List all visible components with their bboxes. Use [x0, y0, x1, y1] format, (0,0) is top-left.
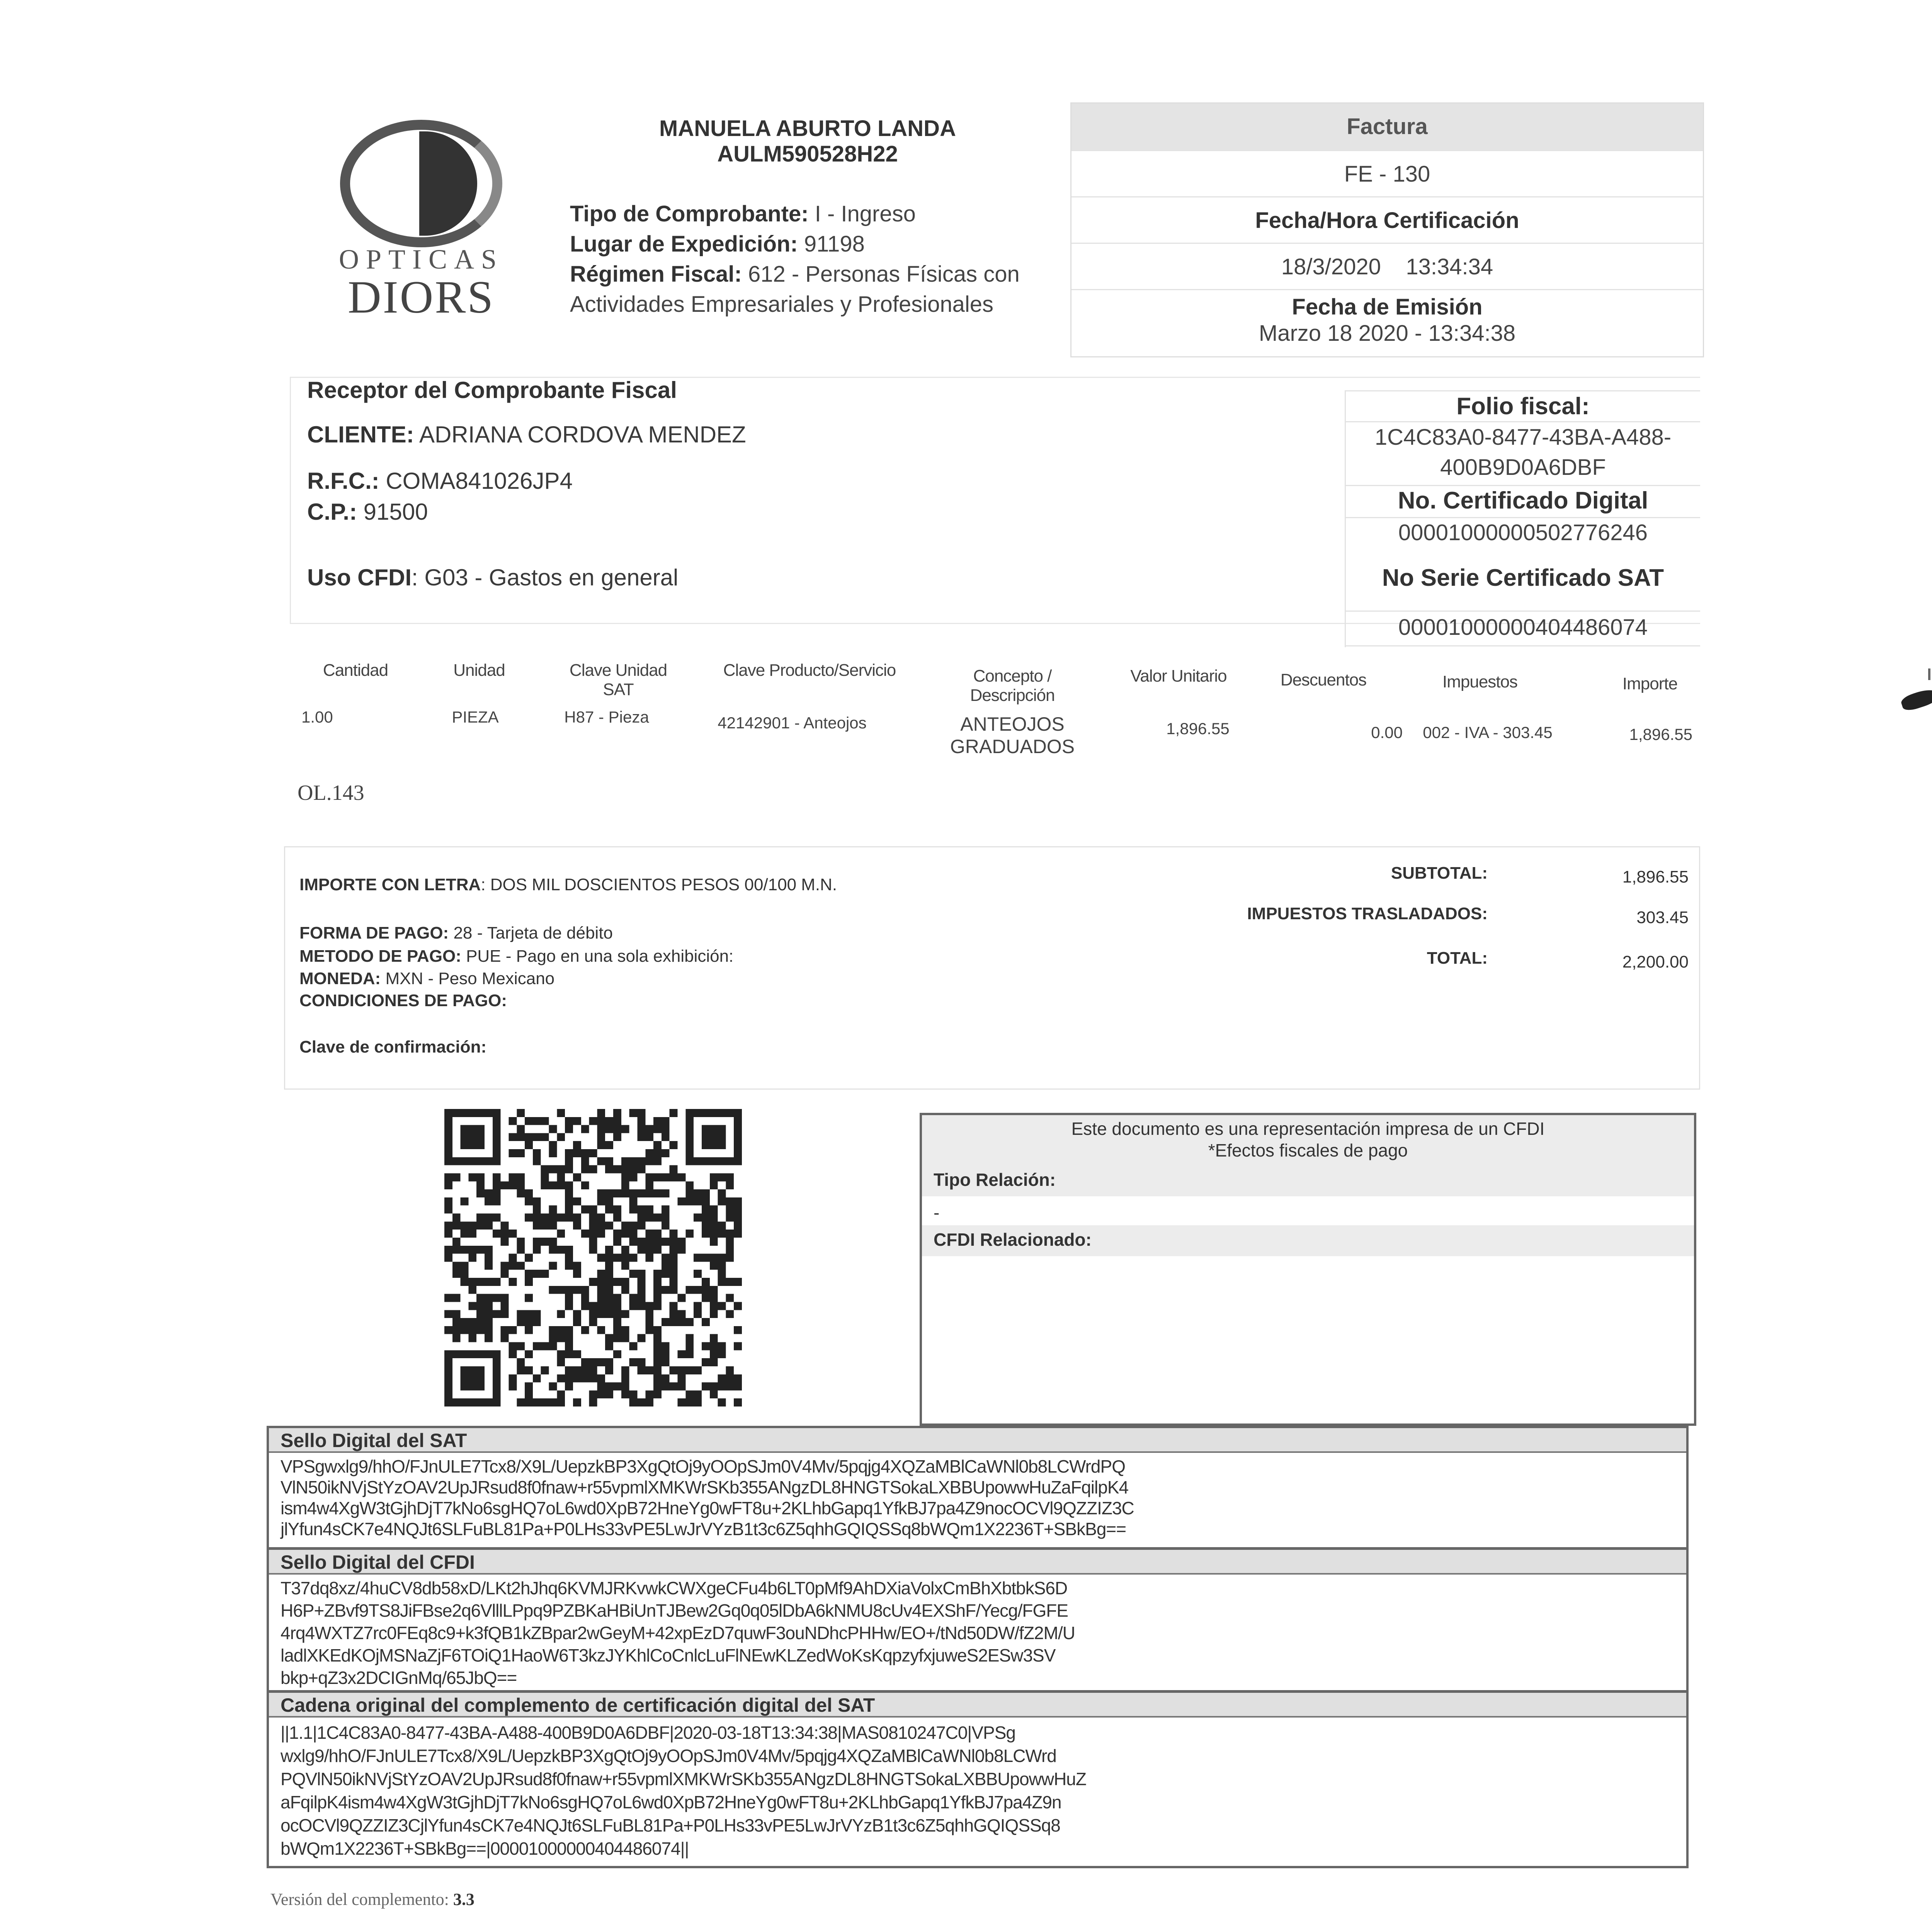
relacion-box — [920, 1113, 1696, 1426]
company-logo — [328, 116, 514, 323]
factura-title: Factura — [1071, 104, 1703, 150]
cert-date: 18/3/2020 — [1281, 254, 1381, 279]
cadena-line-2: wxlg9/hhO/FJnULE7Tcx8/X9L/UepzkBP3XgQtOj9yOOpSJm0V4Mv/5pqjg4XQZaMBlCaWNl0b8LCWrd — [281, 1746, 1056, 1766]
version-complemento — [270, 1889, 474, 1909]
sello-sat-line-2: VlN50ikNVjStYzOAV2UpJRsud8f0fnaw+r55vpmlXMKWrSKb355ANgzDL8HNGTSokaLXBBUpowwHuZaFqilpK4 — [281, 1477, 1129, 1497]
td-clave-producto: 42142901 - Anteojos — [718, 714, 867, 732]
cadena-line-6: bWQm1X2236T+SBkBg==|00001000000404486074|| — [281, 1838, 689, 1859]
cadena-line-4: aFqilpK4ism4w4XgW3tGjhDjT7kNo6sgHQ7oL6wd0XpB72HneYg0wFT8u+2KLhbGapq1YfkBJ7pa4Z9n — [281, 1792, 1061, 1812]
qr-code-icon — [444, 1109, 742, 1406]
moneda-label: MONEDA: — [299, 969, 381, 988]
emisor-block — [576, 116, 1039, 167]
moneda — [299, 969, 554, 988]
importe-letra — [299, 875, 837, 895]
uso-cfdi-label: Uso CFDI — [307, 565, 412, 590]
total-label — [1333, 949, 1488, 968]
cert-time: 13:34:34 — [1406, 254, 1493, 279]
th-importe: Importe — [1622, 674, 1678, 693]
cadena-line-1: ||1.1|1C4C83A0-8477-43BA-A488-400B9D0A6DBF|2020-03-18T13:34:38|MAS0810247C0|VPSg — [281, 1723, 1015, 1743]
regimen-fiscal — [570, 261, 1020, 287]
folio-value-2: 400B9D0A6DBF — [1440, 455, 1606, 480]
uso-cfdi-value: : G03 - Gastos en general — [412, 565, 679, 590]
importe-letra-value: : DOS MIL DOSCIENTOS PESOS 00/100 M.N. — [481, 875, 837, 894]
receptor-rfc-label: R.F.C.: — [307, 468, 379, 494]
version-label: Versión del complemento: — [270, 1890, 449, 1909]
total-value: 2,200.00 — [1622, 952, 1689, 971]
emision-value: Marzo 18 2020 - 13:34:38 — [1259, 321, 1516, 346]
td-clave-unidad: H87 - Pieza — [564, 708, 649, 726]
td-valor-unitario: 1,896.55 — [1166, 719, 1230, 738]
th-concepto — [935, 667, 1090, 705]
metodo-pago — [299, 947, 733, 966]
regimen-value: 612 - Personas Físicas con — [748, 262, 1020, 287]
sello-cfdi-line-5: bkp+qZ3x2DCIGnMq/65JbQ== — [281, 1668, 517, 1688]
emisor-rfc: AULM590528H22 — [717, 141, 898, 167]
th-clave-unidad — [541, 661, 696, 699]
tipo-relacion-value: - — [934, 1202, 940, 1223]
th-cantidad: Cantidad — [323, 661, 388, 680]
th-clave-unidad-2: SAT — [603, 680, 634, 699]
th-concepto-1: Concepto / — [973, 667, 1052, 685]
th-concepto-2: Descripción — [970, 686, 1055, 705]
impuestos-value: 303.45 — [1636, 908, 1689, 927]
subtotal-value: 1,896.55 — [1622, 867, 1689, 886]
td-impuestos: 002 - IVA - 303.45 — [1423, 723, 1553, 742]
sello-cfdi-block — [267, 1548, 1689, 1692]
moneda-value: MXN - Peso Mexicano — [385, 969, 555, 988]
impuestos-label — [1179, 904, 1488, 923]
forma-pago — [299, 923, 613, 943]
receptor-title — [307, 377, 677, 403]
clave-confirmacion — [299, 1037, 486, 1057]
condiciones-pago — [299, 991, 507, 1010]
scan-smudge — [1900, 686, 1932, 713]
version-value: 3.3 — [453, 1890, 474, 1909]
condiciones-label: CONDICIONES DE PAGO: — [299, 991, 507, 1010]
subtotal-label — [1333, 864, 1488, 883]
td-concepto-2: GRADUADOS — [950, 736, 1075, 757]
receptor-cp-value: 91500 — [363, 499, 428, 525]
lugar-value: 91198 — [804, 231, 865, 257]
cert-label: Fecha/Hora Certificación — [1071, 196, 1703, 243]
sello-sat-block — [267, 1426, 1689, 1549]
total-label-text: TOTAL: — [1427, 949, 1488, 968]
emision-label: Fecha de Emisión — [1292, 294, 1483, 320]
tipo-label: Tipo de Comprobante: — [570, 201, 809, 226]
cert-digital-label: No. Certificado Digital — [1398, 487, 1648, 514]
cadena-title: Cadena original del complemento de certificación digital del SAT — [269, 1693, 1686, 1718]
relacion-line-1: Este documento es una representación impresa de un CFDI — [1071, 1119, 1545, 1139]
receptor-rfc-value: COMA841026JP4 — [386, 468, 573, 494]
sello-sat-line-1: VPSgwxlg9/hhO/FJnULE7Tcx8/X9L/UepzkBP3XgQtOj9yOOpSJm0V4Mv/5pqjg4XQZaMBlCaWNl0b8LCWrdPQ — [281, 1456, 1125, 1476]
td-unidad: PIEZA — [452, 708, 499, 726]
lugar-label: Lugar de Expedición: — [570, 231, 798, 257]
logo-line1: OPTICAS — [338, 244, 504, 275]
folio-label: Folio fiscal: — [1456, 393, 1590, 420]
serie-sat-label: No Serie Certificado SAT — [1382, 565, 1664, 591]
emision-block — [1071, 289, 1703, 359]
sello-cfdi-line-1: T37dq8xz/4huCV8db58xD/LKt2hJhq6KVMJRKvwkCWXgeCFu4b6LT0pMf9AhDXiaVolxCmBhXbtbkS6D — [281, 1578, 1068, 1598]
factura-box — [1070, 102, 1704, 357]
sello-sat-line-3: ism4w4XgW3tGjhDjT7kNo6sgHQ7oL6wd0XpB72HneYg0wFT8u+2KLhbGapq1YfkBJ7pa4Z9nocOCVl9QZZIZ3C — [281, 1498, 1134, 1518]
regimen-label: Régimen Fiscal: — [570, 262, 742, 287]
logo-line2: DIORS — [347, 271, 495, 323]
relacion-line-2: *Efectos fiscales de pago — [1208, 1140, 1408, 1160]
cert-digital-value: 00001000000502776246 — [1398, 520, 1648, 545]
regimen-value-2: Actividades Empresariales y Profesionales — [570, 292, 994, 317]
sello-cfdi-line-2: H6P+ZBvf9TS8JiFBse2q6VlllLPpq9PZBKaHBiUnTJBew2Gq0q05lDbA6kNMU8cUv4EXShF/Yecg/FGFE — [281, 1600, 1068, 1621]
th-valor-unitario: Valor Unitario — [1130, 667, 1227, 685]
metodo-pago-value: PUE - Pago en una sola exhibición: — [466, 947, 734, 966]
receptor-rfc — [307, 468, 573, 494]
cadena-line-3: PQVlN50ikNVjStYzOAV2UpJRsud8f0fnaw+r55vpmlXMKWrSKb355ANgzDL8HNGTSokaLXBBUpowwHuZ — [281, 1769, 1086, 1789]
receptor-title-text: Receptor del Comprobante Fiscal — [307, 377, 677, 403]
impuestos-label-text: IMPUESTOS TRASLADADOS: — [1247, 904, 1488, 923]
cliente-label: CLIENTE: — [307, 422, 414, 447]
folio-fiscal-box — [1345, 390, 1700, 647]
scan-mark — [1928, 668, 1930, 680]
td-importe: 1,896.55 — [1629, 725, 1692, 743]
tipo-value: I - Ingreso — [815, 201, 916, 226]
cadena-line-5: ocOCVl9QZZIZ3CjlYfun4sCK7e4NQJt6SLFuBL81Pa+P0LHs33vPE5LwJrVYzB1t3c6Z5qhhGQIQSSq8 — [281, 1815, 1060, 1835]
folio-value-1: 1C4C83A0-8477-43BA-A488- — [1374, 425, 1672, 450]
cadena-original-block — [267, 1690, 1689, 1868]
receptor-cp-label: C.P.: — [307, 499, 357, 525]
forma-pago-label: FORMA DE PAGO: — [299, 923, 449, 942]
td-cantidad: 1.00 — [301, 708, 333, 726]
uso-cfdi — [307, 564, 678, 591]
td-concepto — [935, 713, 1090, 758]
th-clave-producto: Clave Producto/Servicio — [723, 661, 896, 680]
th-unidad: Unidad — [453, 661, 505, 680]
clave-label: Clave de confirmación: — [299, 1037, 487, 1056]
handwritten-note: OL.143 — [298, 781, 364, 805]
tipo-relacion-label: Tipo Relación: — [934, 1170, 1056, 1190]
cert-datetime — [1071, 243, 1703, 289]
cliente — [307, 421, 746, 448]
sello-cfdi-title: Sello Digital del CFDI — [269, 1550, 1686, 1575]
th-clave-unidad-1: Clave Unidad — [569, 661, 667, 680]
sello-cfdi-line-3: 4rq4WXTZ7rc0FEq8c9+k3fQB1kZBpar2wGeyM+42xpEzD7quwF3ouNDhcPHHw/EO+/tNd50DW/fZ2M/U — [281, 1623, 1075, 1643]
emisor-name: MANUELA ABURTO LANDA — [659, 116, 956, 141]
cfdi-relacionado-label: CFDI Relacionado: — [934, 1230, 1092, 1250]
sello-sat-line-4: jlYfun4sCK7e4NQJt6SLFuBL81Pa+P0LHs33vPE5LwJrVYzB1t3c6Z5qhhGQIQSSq8bWQm1X2236T+SBkBg== — [281, 1519, 1126, 1539]
sello-cfdi-line-4: ladlXKEdKOjMSNaZjF6TOiQ1HaoW6T3kzJYKhlCoCnlcLuFlNEwKLZedWoKsKqpzyfxjuweS2ESw3SV — [281, 1645, 1056, 1665]
td-concepto-1: ANTEOJOS — [960, 713, 1065, 735]
receptor-cp — [307, 498, 428, 525]
forma-pago-value: 28 - Tarjeta de débito — [453, 923, 613, 942]
cliente-value: ADRIANA CORDOVA MENDEZ — [419, 422, 746, 447]
factura-folio: FE - 130 — [1071, 150, 1703, 196]
importe-letra-label: IMPORTE CON LETRA — [299, 875, 481, 894]
metodo-pago-label: METODO DE PAGO: — [299, 947, 461, 966]
tipo-comprobante — [570, 201, 916, 227]
td-descuentos: 0.00 — [1371, 723, 1403, 742]
subtotal-label-text: SUBTOTAL: — [1391, 864, 1488, 883]
sello-sat-title: Sello Digital del SAT — [269, 1428, 1686, 1453]
lugar-expedicion — [570, 231, 865, 257]
serie-sat-value: 00001000000404486074 — [1398, 615, 1648, 640]
th-descuentos: Descuentos — [1280, 670, 1367, 689]
th-impuestos: Impuestos — [1442, 672, 1517, 691]
